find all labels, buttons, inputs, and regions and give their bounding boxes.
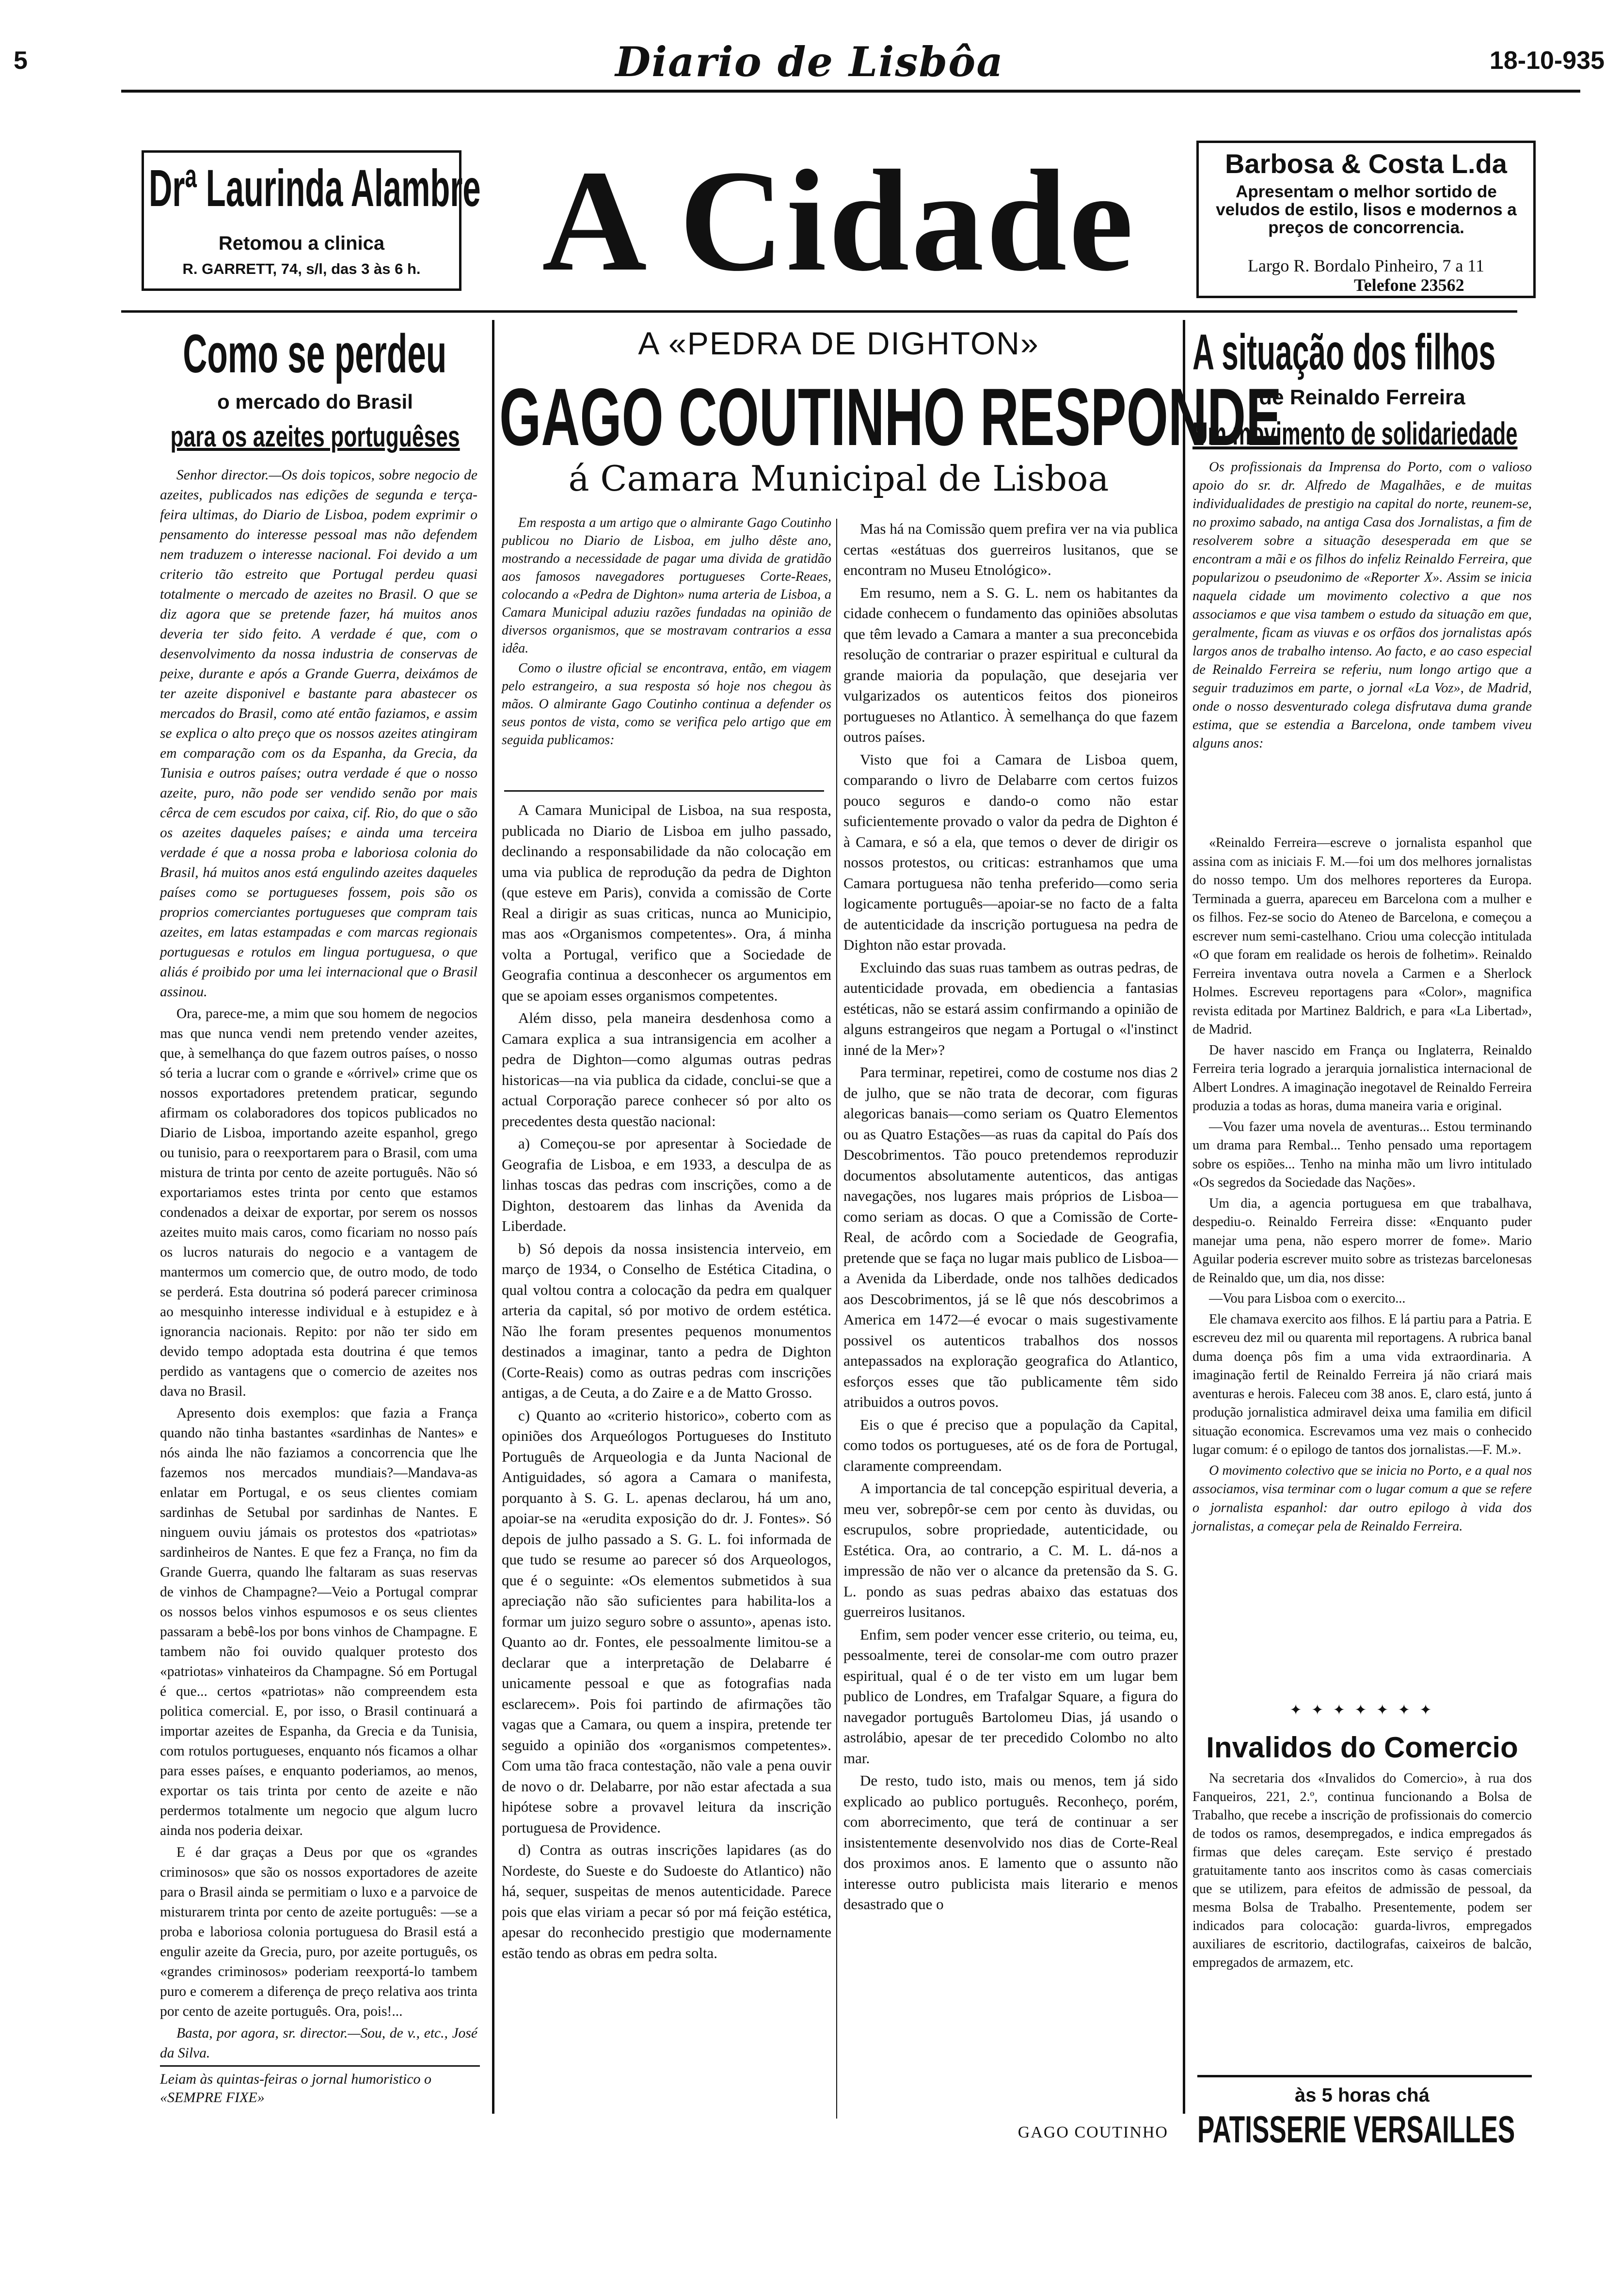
center-paragraph: Enfim, sem poder vencer esse criterio, ou teima, eu, pessoalmente, terei de consolar-me com outro prazer espiritual, qual é o de ter visto em um lugar bem publico de Londres, em Trafalgar Square, a figura do navegador português Bartolomeu Dias, já usando o astrolábio, apesar de ter precedido Colombo no alto mar. bbox=[843, 1626, 1178, 1767]
center-intro-paragraph: Em resposta a um artigo que o almirante Gago Coutinho publicou no Diario de Lisboa, em julho dêste ano, mostrando a necessidade de pagar uma divida de gratidão aos famosos navegadores portugueses Corte-Reaes, colocando a «Pedra de Dighton» numa arteria de Lisboa, a Camara Municipal aduziu razões fundadas na opinião de diversos organismos, que se mostravam contrarios a essa idêa. bbox=[502, 515, 831, 656]
center-intro bbox=[502, 514, 831, 785]
right-article-paragraph: O movimento colectivo que se inicia no Porto, e a qual nos associamos, visa terminar com o lugar comum a que se refere o jornalista espanhol: dar outro epilogo à vida dos jornalistas, a começar pela de Reinaldo Ferreira. bbox=[1192, 1463, 1532, 1534]
invalidos-body bbox=[1192, 1770, 1532, 2041]
page-number: 5 bbox=[14, 47, 28, 75]
left-article-paragraph: Senhor director.—Os dois topicos, sobre negocio de azeites, publicados nas edições de segunda e terça-feira ultimas, do Diario de Lisboa, podem exprimir o pensamento do interesse pessoal mas não defendem nem traduzem o interesse nacional. Foi devido a um criterio tão estreito que Portugal perdeu quasi totalmente o mercado de azeites no Brasil. O que se diz agora que se pretende fazer, há muitos anos deveria ter sido feito. A verdade é que, com o desenvolvimento da nossa industria de conservas de peixe, durante e após a Grande Guerra, deixámos de ter azeite disponivel e bastante para abastecer os mercados do Brasil, como até então faziamos, e assim se explica o alto preço que os nossos azeites atingiram em comparação com os da Espanha, da Grecia, da Tunisia e outros países; outra verdade é que o nosso azeite, puro, não pode ser vendido senão por mais cêrca de cem escudos por caixa, cif. Rio, do que o são os azeites daqueles países; e ainda uma terceira verdade é que a nossa proba e laboriosa colonia do Brasil, há muitos anos está engulindo azeites daqueles países como se portugueses fossem, pois são os proprios comerciantes portugueses que compram tais azeites, em latas estampadas e com marcas regionais portuguesas e rotulos em lingua portuguesa, o que aliás é proibido por uma lei internacional que o Brasil assinou. bbox=[160, 467, 477, 1000]
issue-date: 18-10-935 bbox=[1489, 47, 1605, 75]
center-subhead: á Camara Municipal de Lisboa bbox=[568, 458, 1109, 499]
right-article-paragraph: —Vou para Lisboa com o exercito... bbox=[1209, 1291, 1406, 1306]
center-paragraph: Além disso, pela maneira desdenhosa como a Camara explica a sua intransigencia em acolher a pedra de Dighton—como algumas outras pedras historicas—na via publica da cidade, conclui-se que a actual Corporação parece conhecer só por alto os precedentes desta questão nacional: bbox=[502, 1009, 831, 1130]
left-footer-note: Leiam às quintas-feiras o jornal humoristico o «SEMPRE FIXE» bbox=[160, 2071, 432, 2105]
ad-barbosa-title: Barbosa & Costa L.da bbox=[1225, 148, 1507, 179]
left-article-paragraph: E é dar graças a Deus por que os «grandes criminosos» que são os nossos exportadores de azeite para o Brasil ainda se permitiam o luxo e a parvoice de misturarem trinta por cento de azeite português: —se a proba e laboriosa colonia portuguesa do Brasil está a engulir azeite da Grecia, puro, por azeite português, os «grandes criminosos» poderiam reexportá-lo tambem puro e comerem a diferença de preço relativa aos trinta por cento de azeite português. Ora, pois!... bbox=[160, 1845, 477, 2019]
center-column-1 bbox=[502, 800, 831, 2119]
center-intro-rule bbox=[504, 790, 824, 792]
masthead: Diario de Lisbôa bbox=[615, 38, 1004, 86]
center-paragraph: De resto, tudo isto, mais ou menos, tem já sido explicado ao publico português. Reconheço, porém, com aborrecimento, que terá de continuar a ser insistentemente desenvolvido nos dias de Corte-Real dos proximos anos. E lamento que o assunto não interesse outro publicista mais literario e menos desastrado que o bbox=[843, 1772, 1178, 1913]
right-article-paragraph: —Vou fazer uma novela de aventuras... Estou terminando um drama para Rembal... Tenho pensado uma reportagem sobre os espiões... Tenho na minha mão um livro intitulado «Os segredos da Sociedade das Nações». bbox=[1192, 1119, 1532, 1190]
column-rule-left bbox=[492, 320, 494, 2114]
right-intro-paragraph: Os profissionais da Imprensa do Porto, com o valioso apoio do sr. dr. Alfredo de Magalhães, e de muitas individualidades de prestigio na capital do norte, reunem-se, no proximo sabado, na antiga Casa dos Jornalistas, a fim de resolverem sobre a situação desesperada em que se encontram a mãi e os filhos do infeliz Reinaldo Ferreira, que popularizou o pseudonimo de «Reporter X». Assim se inicia naquela cidade um movimento colectivo a que nos associamos e que visa tambem o estudo da situação em que, geralmente, ficam as viuvas e os orfãos dos jornalistas após largos anos de trabalho intenso. Ao facto, e ao caso especial de Reinaldo Ferreira se referiu, num longo artigo que a seguir traduzimos em parte, o jornal «La Voz», de Madrid, onde o nosso desventurado colega disfrutava duma grande estima, que se estendia a Barcelona, onde tambem viveu alguns anos: bbox=[1192, 460, 1532, 751]
right-article-paragraph: «Reinaldo Ferreira—escreve o jornalista espanhol que assina com as iniciais F. M.—foi um dos melhores jornalistas do nosso tempo. Um dos melhores reporteres da Europa. Terminada a guerra, apareceu em Barcelona com a mulher e os filhos. Fez-se socio do Ateneo de Barcelona, e começou a escrever num semi-castelhano. Criou uma colecção intitulada «O que foram em realidade os herois de folhetim». Reinaldo Ferreira inventava outra novela a Carmen e a Sherlock Holmes. Escreveu reportagens para «Color», magnifica revista editada por Martinez Baldrich, e para «La Libertad», de Madrid. bbox=[1192, 835, 1532, 1037]
center-paragraph: Para terminar, repetirei, como de costume nos dias 2 de julho, que se não trata de decorar, com figuras alegoricas banais—como seriam os Quatro Elementos ou as Quatro Estações—as ruas da capital do País dos Descobrimentos. Tão pouco pretendemos reproduzir documentos absolutamente autenticos, das antigas navegações, nos lugares mais próprios de Lisboa—como seriam as docas. O que a Comissão de Corte-Real, de acôrdo com a Sociedade de Geografia, pretende que se faça no lugar mais publico de Lisboa—a Avenida da Liberdade, onde nos talhões dedicados aos Descobrimentos, já se lê que nós descobrimos a America em 1472—é evocar o mais sugestivamente possivel os autenticos trabalhos dos nossos antepassados na exploração geografica do Atlantico, esforços esses que tão publicamente têm sido atribuidos a outros povos. bbox=[843, 1064, 1178, 1410]
patisserie-rule-top bbox=[1197, 2075, 1532, 2077]
ad-laurinda-line2: R. GARRETT, 74, s/l, das 3 às 6 h. bbox=[182, 260, 421, 277]
left-article-title: Como se perdeu bbox=[183, 323, 447, 384]
right-intro bbox=[1192, 458, 1532, 827]
header-rule bbox=[121, 90, 1580, 93]
center-signature: GAGO COUTINHO bbox=[1017, 2123, 1168, 2141]
center-paragraph: b) Só depois da nossa insistencia interveio, em março de 1934, o Conselho de Estética Citadina, o qual voltou contra a colocação da pedra em qualquer arteria da capital, só por motivo de ordem estética. Não lhe foram presentes pequenos monumentos destinados a imaginar, tanto a pedra de Dighton (Corte-Reais) como as outras pedras com inscrições antigas, a de Ceuta, a do Zaire e a de Matto Grosso. bbox=[502, 1240, 831, 1401]
center-column-2 bbox=[843, 519, 1178, 2109]
column-rule-right bbox=[1183, 320, 1185, 2114]
left-article-signoff: Basta, por agora, sr. director.—Sou, de v., etc., José da Silva. bbox=[160, 2025, 477, 2061]
center-kicker: A «PEDRA DE DIGHTON» bbox=[638, 325, 1039, 361]
center-paragraph: Mas há na Comissão quem prefira ver na via publica certas «estátuas dos guerreiros lusitanos, que se encontram no Museu Etnológico». bbox=[843, 520, 1178, 578]
left-article-subtitle: o mercado do Brasil bbox=[217, 390, 413, 413]
invalidos-paragraph: Na secretaria dos «Invalidos do Comercio», à rua dos Fanqueiros, 221, 2.º, continua funcionando a Bolsa de Trabalho, que recebe a inscrição de profissionais do comercio de todos os ramos, desempregados, e indica empregados ás firmas que deles careçam. Este serviço é prestado gratuitamente tanto aos inscritos como às casas comerciais que se utilizem, para efeitos de admissão de pessoal, da mesma Bolsa de Trabalho. Presentemente, podem ser indicados para colocação: guarda-livros, empregados auxiliares de escritorio, dactilografas, caixeiros de balcão, empregados de armazem, etc. bbox=[1192, 1771, 1532, 1970]
center-paragraph: d) Contra as outras inscrições lapidares (as do Nordeste, do Sueste e do Sudoeste do Atlantico) não há, sequer, suspeitas de menos autenticidade. Parece pois que elas viriam a pecar só por má feição estética, apesar do reconhecido prestigio que modernamente estão tendo as obras em pedra solta. bbox=[502, 1841, 831, 1961]
left-article-subtitle2: para os azeites portuguêses bbox=[170, 420, 460, 453]
right-article-subtitle: de Reinaldo Ferreira bbox=[1259, 385, 1465, 409]
right-article-paragraph: De haver nascido em França ou Inglaterra, Reinaldo Ferreira teria logrado a jerarquia jornalistica internacional de Albert Londres. A imaginação inegotavel de Reinaldo Ferreira produzia a todas as horas, duma maneira varia e original. bbox=[1192, 1042, 1532, 1114]
center-paragraph: A Camara Municipal de Lisboa, na sua resposta, publicada no Diario de Lisboa em julho passado, declinando a responsabilidade da não colocação em uma via publica de reprodução da pedra de Dighton (que esteve em Paris), convida a comissão de Corte Real a dirigir as suas criticas, nunca ao Municipio, mas aos «Organismos competentes». Ora, á minha volta a Portugal, verifico que a Sociedade de Geografia continua a desconhecer os argumentos em que se apoiam esses organismos competentes. bbox=[502, 801, 831, 1004]
invalidos-title: Invalidos do Comercio bbox=[1206, 1731, 1518, 1764]
patisserie-line1: às 5 horas chá bbox=[1295, 2085, 1430, 2106]
right-article-paragraph: Um dia, a agencia portuguesa em que trabalhava, despediu-o. Reinaldo Ferreira disse: «Enquanto puder manejar uma pena, não espero morrer de fome». Mario Aguilar poderia escrever muito sobre as tristezas barcelonesas de Reinaldo que, um dia, nos disse: bbox=[1192, 1196, 1532, 1286]
center-paragraph: Em resumo, nem a S. G. L. nem os habitantes da cidade conhecem o fundamento das opiniões absolutas que têm levado a Camara a manter a sua preconcebida resolução de contrariar o prazer espiritual e cultural da grande maioria da população, que desejaria ver vulgarizados os autenticos feitos dos pioneiros portugueses no Atlantico. À semelhança do que fazem outros países. bbox=[843, 584, 1178, 745]
center-headline: GAGO COUTINHO RESPONDE bbox=[499, 371, 1282, 462]
section-title: A Cidade bbox=[542, 140, 1135, 301]
ad-barbosa-box bbox=[1196, 141, 1536, 298]
center-intro-paragraph: Como o ilustre oficial se encontrava, então, em viagem pelo estrangeiro, a sua resposta só hoje nos chegou às mãos. O almirante Gago Coutinho continua a defender os seus pontos de vista, como se verifica pelo artigo que em seguida publicamos: bbox=[502, 661, 831, 748]
ad-laurinda-box bbox=[142, 150, 481, 291]
left-article-paragraph: Apresento dois exemplos: que fazia a França quando não tinha bastantes «sardinhas de Nantes» e nós ainda lhe não faziamos a concorrencia que lhe fazemos nos mercados mundiais?—Mandava-as enlatar em Portugal, e os seus clientes comiam sardinhas de Setubal por sardinhas de Nantes. E ninguem ouviu jámais os protestos dos «patriotas» sardinheiros de Nantes. E que fez a França, no fim da Grande Guerra, quando lhe faltaram as suas reservas de vinhos de Champagne?—Veio a Portugal comprar os nossos belos vinhos espumosos e os seus clientes passaram a bebê-los por bons vinhos de Champagne. E tambem não foi ouvido qualquer protesto dos «patriotas» vinhateiros da Champagne. Só em Portugal é que... certos «patriotas» não compreendem esta politica comercial. E, por isso, o Brasil continuará a importar azeites de Espanha, da Grecia e da Tunisia, com rotulos portugueses, enquanto nós ficamos a olhar para esses países, e enquanto poderiamos, ao menos, exportar os tais trinta por cento de azeite e não perdermos totalmente um negocio que algum lucro ainda nos poderia deixar. bbox=[160, 1405, 477, 1838]
center-paragraph: A importancia de tal concepção espiritual deveria, a meu ver, sobrepôr-se cem por cento às duvidas, ou escrupulos, sobre propriedade, autenticidade, ou Estética. Ora, ao contrario, a C. M. L. dá-nos a impressão de não ver o alcance da pretensão da S. G. L. pondo as suas pedras abaixo das estatuas dos guerreiros lusitanos. bbox=[843, 1480, 1178, 1620]
left-footer-rule bbox=[160, 2065, 480, 2067]
center-column-divider bbox=[836, 519, 837, 2119]
center-paragraph: Excluindo das suas ruas tambem as outras pedras, de autenticidade provada, em obediencia a fantasias estéticas, não se estará assim confirmando a opinião de alguns estrangeiros que negam a Portugal o «l'instinct inné de la Mer»? bbox=[843, 958, 1178, 1058]
patisserie-name: PATISSERIE VERSAILLES bbox=[1197, 2108, 1515, 2151]
right-article-subtitle2: Um movimento de solidariedade bbox=[1192, 415, 1518, 451]
ornament-divider: ✦ ✦ ✦ ✦ ✦ ✦ ✦ bbox=[1289, 1702, 1435, 1718]
center-paragraph: a) Começou-se por apresentar à Sociedade de Geografia de Lisboa, e em 1933, a desculpa de as linhas toscas das pedras com inscrições, como a de Dighton, destoarem das linhas da Avenida da Liberdade. bbox=[502, 1135, 831, 1234]
right-article-body bbox=[1192, 834, 1532, 1687]
right-article-title: A situação dos filhos bbox=[1192, 324, 1496, 381]
left-article-paragraph: Ora, parece-me, a mim que sou homem de negocios mas que nunca vendi nem pretendo vender azeites, que, à semelhança do que fazem outros países, o nosso só teria a lucrar com o grande e «órrivel» crime que os nossos exportadores pretendem praticar, segundo afirmam os colaboradores dos topicos publicados no Diario de Lisboa, importando azeite espanhol, grego ou tunisio, para o reexportarem para o Brasil, com uma mistura de trinta por cento de azeite português. Não só exportariamos estes trinta por cento que estamos condenados a deixar de exportar, por serem os nossos azeites muito mais caros, como ficariam no nosso país os lucros naturais do negocio e a vantagem de mantermos um comercio que, de outro modo, de todo se perderá. Esta doutrina só poderá parecer criminosa ao mesquinho interesse individual e à estupidez e à ignorancia nacionais. Repito: por não ter sido em devido tempo adoptada esta doutrina é que temos perdido as vantagens que o comercio de azeites nos dava no Brasil. bbox=[160, 1006, 477, 1399]
banner-bottom-rule bbox=[121, 310, 1517, 313]
ad-barbosa-address: Largo R. Bordalo Pinheiro, 7 a 11 bbox=[1248, 256, 1484, 275]
right-article-paragraph: Ele chamava exercito aos filhos. E lá partiu para a Patria. E escreveu dez mil ou quarenta mil reportagens. A rubrica banal duma doença pôs fim a uma vida extraordinaria. A imaginação fertil de Reinaldo Ferreira já não criará mais aventuras e herois. Faleceu com 38 anos. E, claro está, junto á produção jornalistica admiravel deixa uma familia em dificil situação economica. Escrevamos uma vez mais o conhecido lugar comum: é o epilogo de tantos dos jornalistas.—F. M.». bbox=[1192, 1311, 1532, 1457]
left-article-body bbox=[160, 465, 477, 2061]
ad-barbosa-body: Apresentam o melhor sortido de veludos de estilo, lisos e modernos a preços de concorrencia. bbox=[1216, 182, 1517, 237]
center-paragraph: c) Quanto ao «criterio historico», coberto com as opiniões dos Arqueólogos Portugueses do Instituto Português de Arqueologia e da Junta Nacional de Antiguidades, só agora a Camara o manifesta, porquanto à S. G. L. apenas declarou, há um ano, apoiar-se na «erudita exposição do dr. J. Fontes». Só depois de julho passado a S. G. L. foi informada de que tudo se resume ao parecer só dos Arqueologos, que é o seguinte: «Os elementos submetidos à sua apreciação não são suficientes para habilita-los a formar um juizo seguro sobre o assunto», apenas isto. Quanto ao dr. Fontes, ele pessoalmente limitou-se a declarar que a interpretação de Delabarre é unicamente pessoal e que as fotografias nada esclarecem». Pois foi partindo de afirmações tão vagas que a Camara, ou quem a inspira, pretende ter seguido a opinião dos «organismos competentes». Com uma tão fraca contestação, não vale a pena ouvir de novo o dr. Delabarre, por não estar afectada a sua hipótese sobre a provavel leitura da inscrição portuguesa de Providence. bbox=[502, 1406, 831, 1836]
center-paragraph: Visto que foi a Camara de Lisboa quem, comparando o livro de Delabarre com certos fuizos pouco seguros e dando-o como não estar suficientemente provado o valor da pedra de Dighton é à Camara, e só a ela, que temos o dever de dirigir os nossos protestos, ou criticas: estranhamos que uma Camara portuguesa não tenha preferido—como seria logicamente português—apoiar-se no facto de a falta de autenticidade da inscrição portuguesa na pedra de Dighton não estar provada. bbox=[843, 750, 1178, 953]
ad-laurinda-line1: Retomou a clinica bbox=[218, 233, 385, 254]
ad-laurinda-name: Drª Laurinda Alambre bbox=[149, 159, 481, 217]
ad-barbosa-phone: Telefone 23562 bbox=[1354, 275, 1464, 295]
center-paragraph: Eis o que é preciso que a população da Capital, como todos os portugueses, até os de fora de Portugal, claramente compreendam. bbox=[843, 1416, 1178, 1474]
